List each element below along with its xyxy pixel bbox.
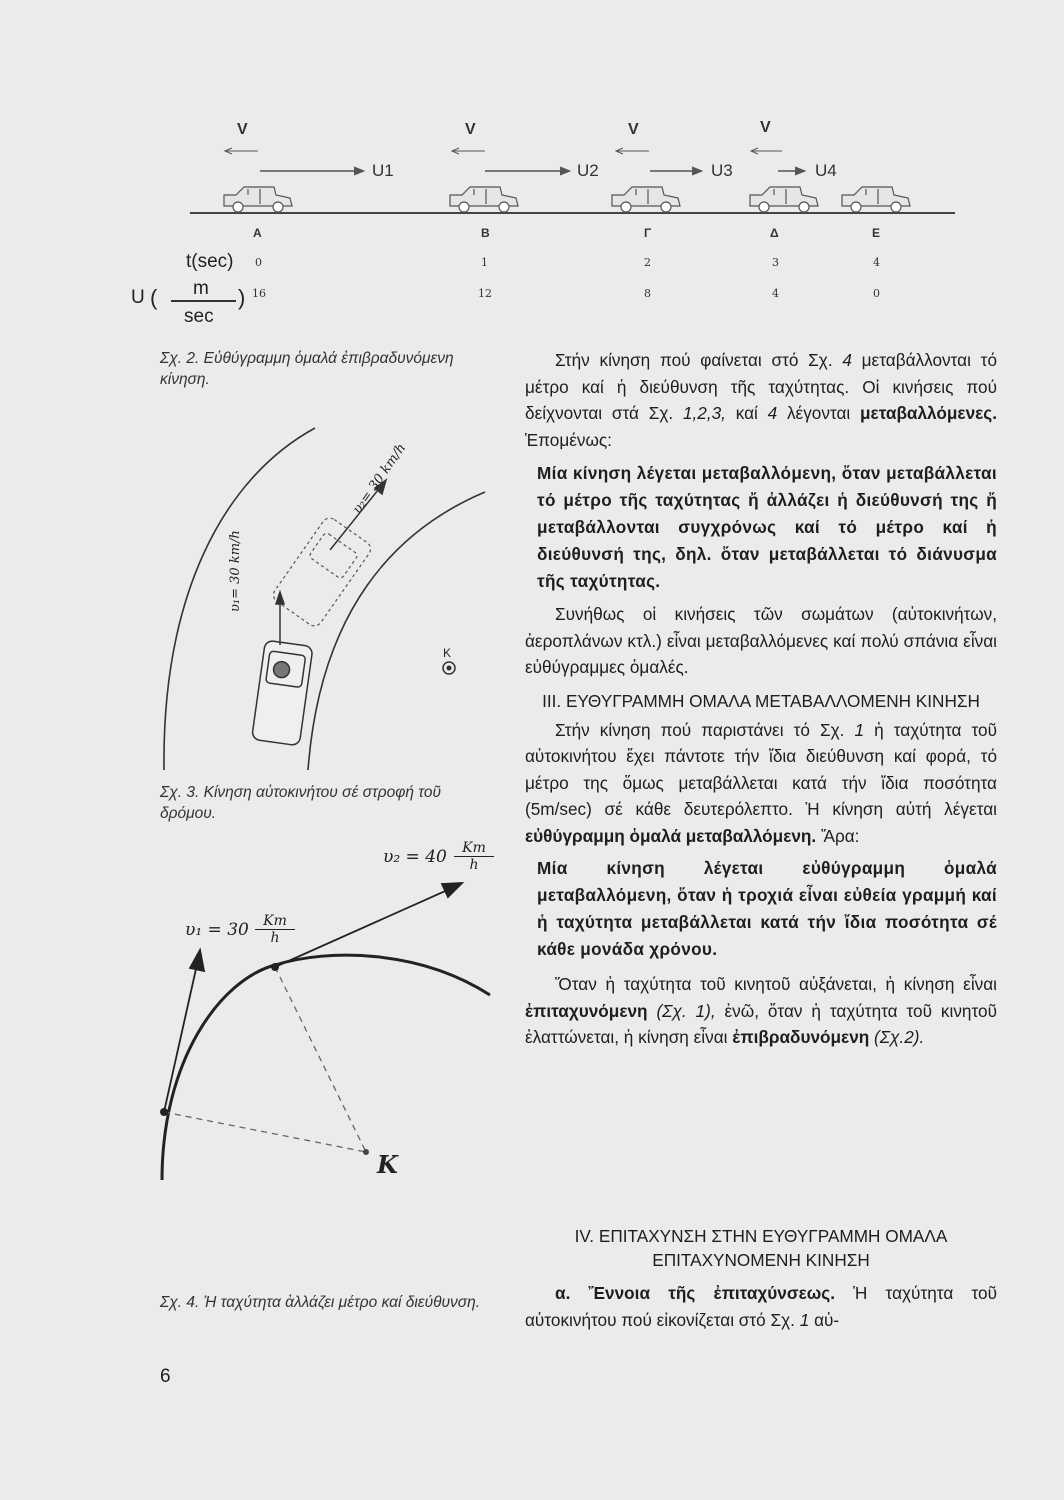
fig4-v2-unit-num: Km [454,840,494,857]
p1-figure-ref: 1,2,3, [682,403,726,423]
fig3-u1-label: υ₁= 30 km/h [228,530,243,612]
time-value: 3 [772,256,779,269]
fraction-bar [171,300,236,302]
p1-figure-ref: 4 [767,403,778,423]
fig4-v2-unit [454,840,494,873]
definition-1: Μία κίνηση λέγεται μεταβαλλόμενη, ὅταν μεταβάλλεται τό μέτρο τῆς ταχύτητας ἤ ἀλλάζει ἡ διεύθυνσή της ἤ μεταβάλλονται συγχρόνως καί τό μέτρο καί ἡ διεύθυνσή της, δηλ. ὅταν μεταβάλλεται τό διάνυσμα τῆς ταχύτητας. [537,463,997,591]
fig3-u2-label: υ₂= 30 km/h [350,441,410,517]
speed-value: 0 [873,287,880,300]
point-label-g: Γ [644,226,652,240]
text-block-2 [525,1224,997,1333]
p3-term: εὐθύγραμμη ὁμαλά μεταβαλλόμενη. [525,825,817,846]
point-label-e: Ε [872,226,881,240]
velocity-label-2: V [465,121,476,138]
close-paren: ) [238,285,246,310]
speed-label-2: U2 [577,161,599,180]
paragraph-3 [525,717,997,850]
speed-label-3: U3 [711,161,733,180]
velocity-label-3: V [628,121,639,138]
figure-4-caption: Σχ. 4. Ἡ ταχύτητα ἀλλάζει μέτρο καί διεύθυνση. [160,1294,481,1311]
p5-text-b: αὐ- [814,1309,840,1330]
figure-2-caption: Σχ. 2. Εὐθύγραμμη ὁμαλά ἐπιβραδυνόμενη κίνηση. [160,350,454,388]
fig4-center-label: K [377,1150,398,1179]
p3-figure-ref: 1 [854,719,865,740]
p4-figure-ref: (Σχ.2). [874,1027,925,1047]
speed-value: 8 [644,287,651,300]
p4-figure-ref: (Σχ. 1), [656,1000,716,1021]
speed-label-1: U1 [372,161,394,180]
paragraph-4 [525,971,997,1051]
time-row-label: t(sec) [186,251,234,272]
velocity-label-4: V [760,119,771,136]
p1-text-b: μεταβάλλονται τό μέτρο καί ἡ διεύθυνση τῆς ταχύτητας. Οἱ κινήσεις πού δείχνονται στά Σχ. [525,350,997,423]
speed-symbol: U [131,287,145,308]
point-label-a: Α [253,226,262,240]
time-value: 0 [255,256,262,269]
p4-term: ἐπιβραδυνόμενη [732,1027,870,1047]
page-number: 6 [160,1366,171,1387]
p1-text-d: λέγονται [786,403,851,423]
unit-numerator: m [193,278,209,299]
time-value: 2 [644,256,651,269]
fig4-v2-label: υ₂ = 40 [383,847,447,867]
section-heading-3: III. ΕΥΘΥΓΡΑΜΜΗ ΟΜΑΛΑ ΜΕΤΑΒΑΛΛΟΜΕΝΗ ΚΙΝΗΣΗ [542,690,980,711]
p4-text-b: ἐνῶ, ὅταν ἡ ταχύτητα τοῦ κινητοῦ ἐλαττώνεται, ἡ κίνηση εἶναι [525,1000,997,1047]
p5-text-a: Ἡ ταχύτητα τοῦ αὐτοκινήτου πού εἰκονίζεται στό Σχ. [525,1283,997,1330]
fig4-v1-label: υ₁ = 30 [185,920,249,940]
p1-text-e: Ἑπομένως: [525,429,612,450]
speed-row-label [131,279,261,329]
p4-text-a: Ὅταν ἡ ταχύτητα τοῦ κινητοῦ αὐξάνεται, ἡ κίνηση εἶναι [555,974,997,994]
time-value: 1 [481,256,488,269]
paragraph-1 [525,347,997,453]
time-value: 4 [873,256,880,269]
p3-text-c: Ἄρα: [820,825,860,846]
p5-term: α. Ἔννοια τῆς ἐπιταχύνσεως. [555,1283,836,1303]
p3-text-a: Στήν κίνηση πού παριστάνει τό Σχ. [555,719,845,740]
p1-term: μεταβαλλόμενες. [860,403,998,423]
velocity-label-1: V [237,121,248,138]
p1-text-c: καί [735,403,758,423]
figure-3-caption: Σχ. 3. Κίνηση αὐτοκινήτου σέ στροφή τοῦ δρόμου. [160,784,441,822]
point-label-b: Β [481,226,490,240]
p1-figure-ref: 4 [842,350,852,370]
section-heading-4: IV. ΕΠΙΤΑΧΥΝΣΗ ΣΤΗΝ ΕΥΘΥΓΡΑΜΜΗ ΟΜΑΛΑ ΕΠΙΤΑΧΥΝΟΜΕΝΗ ΚΙΝΗΣΗ [574,1226,948,1270]
speed-value: 12 [478,287,492,300]
fig4-v1-unit-den: h [270,930,280,946]
p4-term: ἐπιταχυνόμενη [525,1000,648,1021]
p5-figure-ref: 1 [799,1309,810,1330]
fig4-v1-unit-num: Km [255,913,295,930]
figure-3-drawing [150,420,500,780]
p3-text-b: ἡ ταχύτητα τοῦ αὐτοκινήτου ἔχει πάντοτε τήν ἴδια διεύθυνση καί φορά, τό μέτρο της ὅμως μεταβάλλεται κατά τήν ἴδια ποσότητα (5m/sec) σέ κάθε δευτερόλεπτο. Ἡ κίνηση αὐτή λέγεται [525,719,997,819]
figure-4-drawing [150,850,500,1180]
fig4-v1-unit [255,913,295,946]
point-label-d: Δ [770,226,779,240]
fig4-v2-unit-den: h [469,857,479,873]
p1-text-a: Στήν κίνηση πού φαίνεται στό Σχ. [555,350,833,370]
speed-value: 16 [252,287,266,300]
paragraph-2: Συνήθως οἱ κινήσεις τῶν σωμάτων (αὐτοκινήτων, ἀεροπλάνων κτλ.) εἶναι μεταβαλλόμενες καί πολύ σπάνια εἶναι εὐθύγραμμες ὁμαλές. [525,604,997,677]
unit-denominator: sec [184,306,214,327]
fig3-center-label: K [443,646,452,660]
open-paren: ( [150,285,158,310]
speed-value: 4 [772,287,779,300]
text-block-1 [525,347,997,1051]
speed-label-4: U4 [815,161,837,180]
definition-2: Μία κίνηση λέγεται εὐθύγραμμη ὁμαλά μεταβαλλόμενη, ὅταν ἡ τροχιά εἶναι εὐθεία γραμμή καί ἡ ταχύτητα μεταβάλλεται κατά τήν ἴδια ποσότητα σέ κάθε μονάδα χρόνου. [537,858,997,959]
paragraph-5 [525,1280,997,1333]
